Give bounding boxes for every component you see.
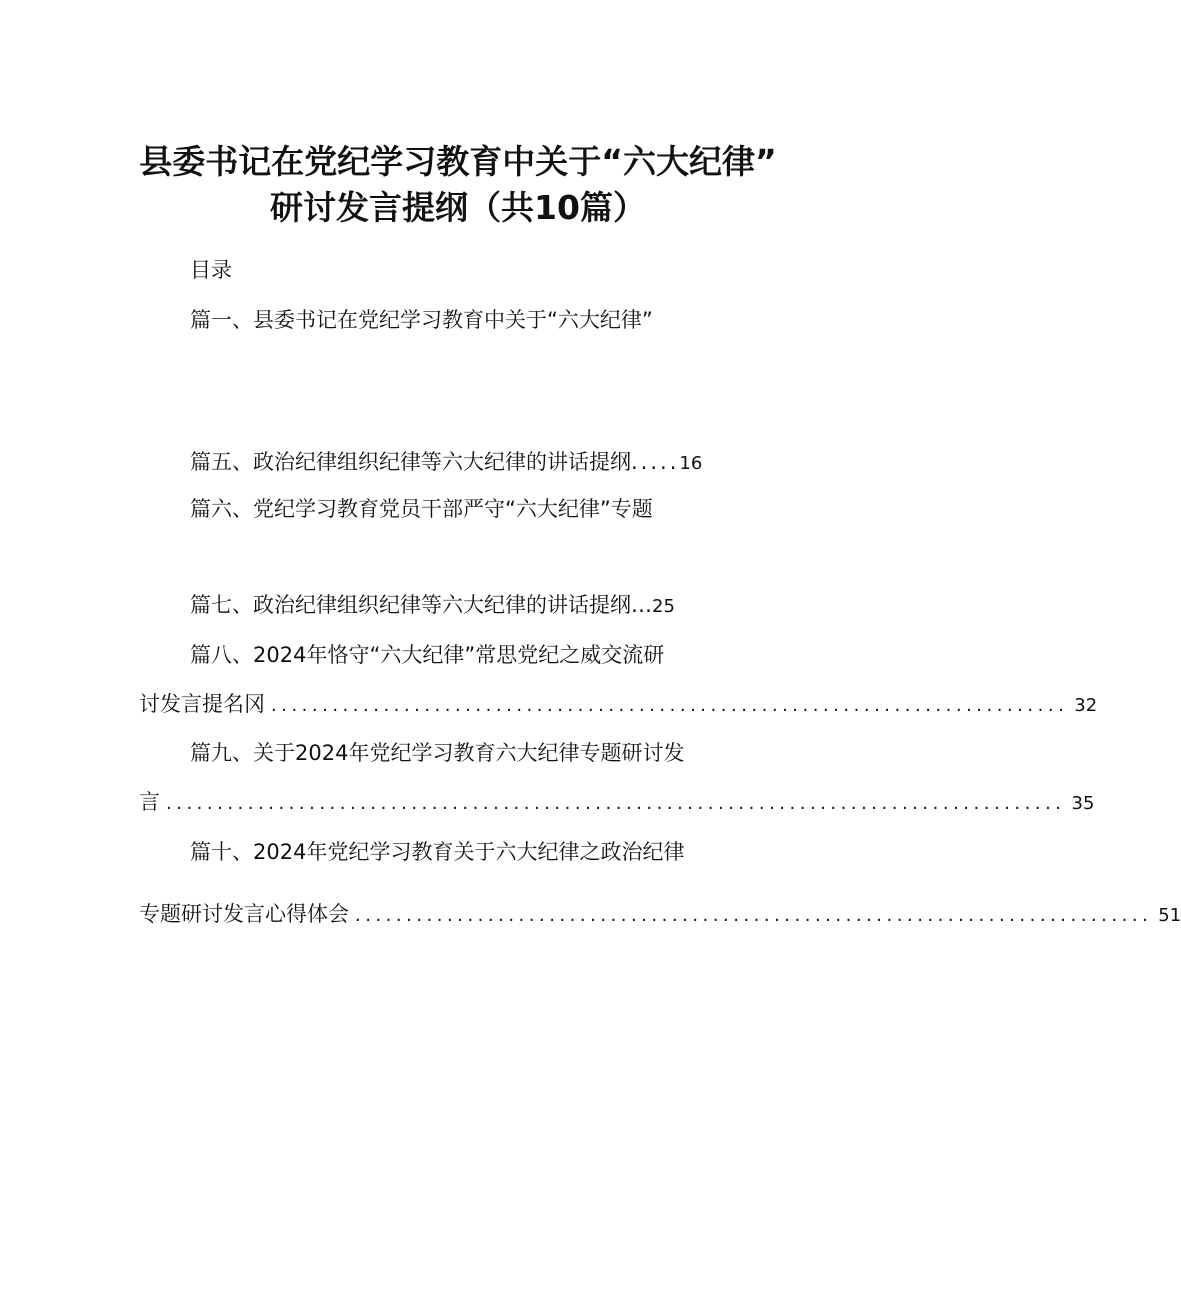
toc-entry-9-continuation-text: 言: [139, 790, 160, 814]
toc-entry-9-page: 35: [1071, 793, 1095, 814]
toc-entry-5-page: 16: [679, 453, 703, 474]
toc-entry-5-text: 篇五、政治纪律组织纪律等六大纪律的讲话提纲: [190, 450, 631, 474]
toc-entry-5-dots: .....: [631, 450, 680, 474]
toc-entry-1: 篇一、县委书记在党纪学习教育中关于“六大纪律”: [190, 308, 653, 332]
toc-entry-8-continuation-text: 讨发言提名冈: [139, 692, 265, 716]
toc-leader-dots: ..............................................................................: [271, 695, 1069, 716]
toc-entry-8: 篇八、2024年恪守“六大纪律”常思党纪之威交流研: [190, 643, 665, 667]
toc-entry-10-page: 51: [1158, 905, 1181, 926]
toc-entry-10-continuation-text: 专题研讨发言心得体会: [139, 902, 349, 926]
toc-entry-7-page: 25: [652, 596, 675, 617]
toc-entry-8-page: 32: [1074, 695, 1098, 716]
toc-entry-7: [190, 590, 675, 622]
toc-entry-10: 篇十、2024年党纪学习教育关于六大纪律之政治纪律: [190, 840, 685, 864]
toc-heading: 目录: [190, 258, 232, 282]
document-title-line-1: 县委书记在党纪学习教育中关于“六大纪律”: [139, 142, 777, 181]
toc-entry-5: [190, 447, 702, 479]
toc-entry-8-continuation: [139, 689, 1098, 719]
toc-entry-10-continuation: [139, 899, 1181, 929]
toc-entry-9-continuation: [139, 787, 1095, 817]
toc-leader-dots: ........................................................................................: [166, 793, 1066, 814]
toc-leader-dots: ..............................................................................: [355, 905, 1153, 926]
toc-entry-7-text: 篇七、政治纪律组织纪律等六大纪律的讲话提纲…: [190, 593, 652, 617]
toc-entry-9: 篇九、关于2024年党纪学习教育六大纪律专题研讨发: [190, 741, 685, 765]
toc-entry-6: 篇六、党纪学习教育党员干部严守“六大纪律”专题: [190, 497, 653, 521]
document-title-line-2: 研讨发言提纲（共10篇）: [270, 188, 646, 227]
